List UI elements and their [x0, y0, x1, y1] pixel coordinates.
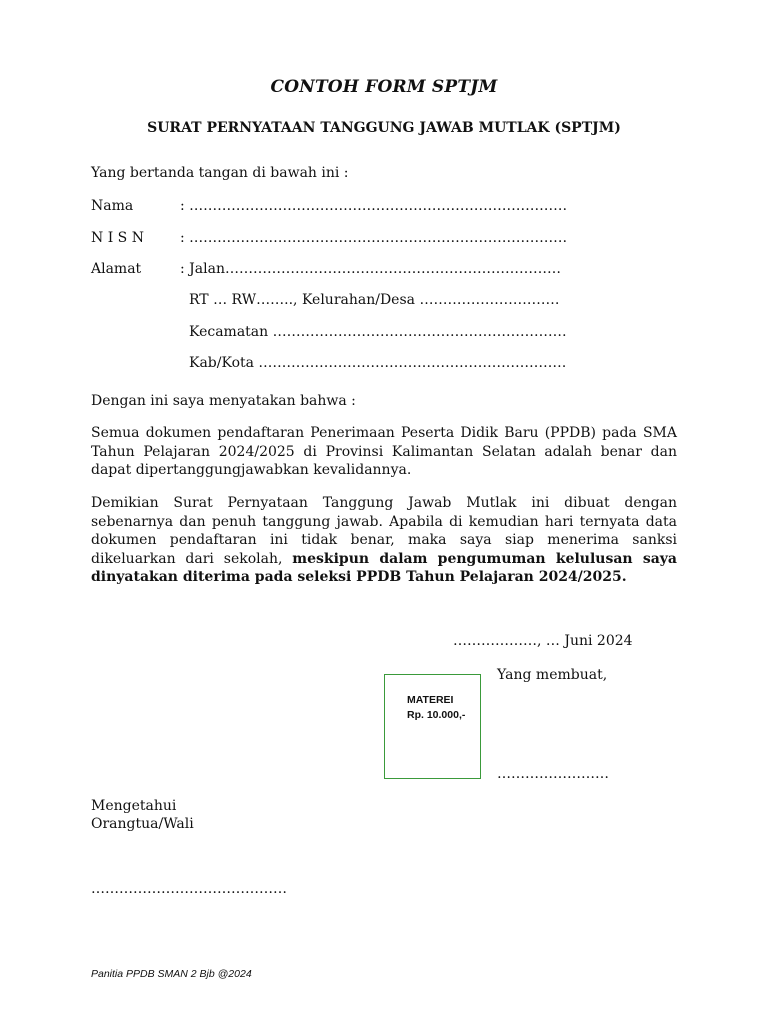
intro-text: Yang bertanda tangan di bawah ini : — [91, 165, 349, 181]
footer-text: Panitia PPDB SMAN 2 Bjb @2024 — [91, 968, 252, 980]
document-title: CONTOH FORM SPTJM — [270, 77, 498, 97]
alamat-rt-rw-field: RT … RW…….., Kelurahan/Desa ………………………… — [189, 292, 560, 308]
alamat-jalan-field: : Jalan……………………………………………………………… — [180, 261, 561, 277]
alamat-label: Alamat — [91, 261, 142, 277]
acknowledge-label: Mengetahui — [91, 798, 177, 814]
nisn-field: : ……………………………………………………………………… — [180, 230, 568, 246]
materei-label: MATEREI — [407, 694, 454, 706]
date-line: ………………, … Juni 2024 — [453, 633, 633, 649]
materei-stamp-text — [407, 693, 465, 723]
nama-label: Nama — [91, 198, 134, 214]
paragraph-documents: Semua dokumen pendaftaran Penerimaan Peserta Didik Baru (PPDB) pada SMA Tahun Pelajaran 2024/2025 di Provinsi Kalimantan Selatan adalah benar dan dapat dipertanggungjawabkan kevalidannya. — [91, 425, 677, 478]
materei-amount: Rp. 10.000,- — [407, 709, 466, 721]
guardian-label: Orangtua/Wali — [91, 816, 194, 832]
guardian-signature-line: …………………………………… — [91, 881, 287, 897]
materei-stamp-box — [384, 674, 481, 779]
alamat-kecamatan-field: Kecamatan ……………………………………………………… — [189, 324, 567, 340]
nisn-label: N I S N — [91, 230, 144, 246]
document-subtitle: SURAT PERNYATAAN TANGGUNG JAWAB MUTLAK (SPTJM) — [147, 120, 621, 136]
signer-label: Yang membuat, — [497, 667, 608, 683]
declaration-intro: Dengan ini saya menyatakan bahwa : — [91, 393, 356, 409]
alamat-kabkota-field: Kab/Kota ………………………………………………………… — [189, 355, 567, 371]
nama-field: : ……………………………………………………………………… — [180, 198, 568, 214]
statement-bold-text: meskipun dalam pengumuman kelulusan saya dinyatakan diterima pada seleksi PPDB Tahun Pelajaran 2024/2025. — [91, 550, 678, 585]
paragraph-statement — [91, 494, 677, 587]
statement-text: Demikian Surat Pernyataan Tanggung Jawab Mutlak ini dibuat dengan sebenarnya dan penuh tanggung jawab. Apabila di kemudian hari ternyata data dokumen pendaftaran ini tidak benar, maka saya siap menerima sanksi dikeluarkan dari sekolah, — [91, 495, 677, 567]
signer-signature-line: …………………… — [497, 766, 609, 782]
